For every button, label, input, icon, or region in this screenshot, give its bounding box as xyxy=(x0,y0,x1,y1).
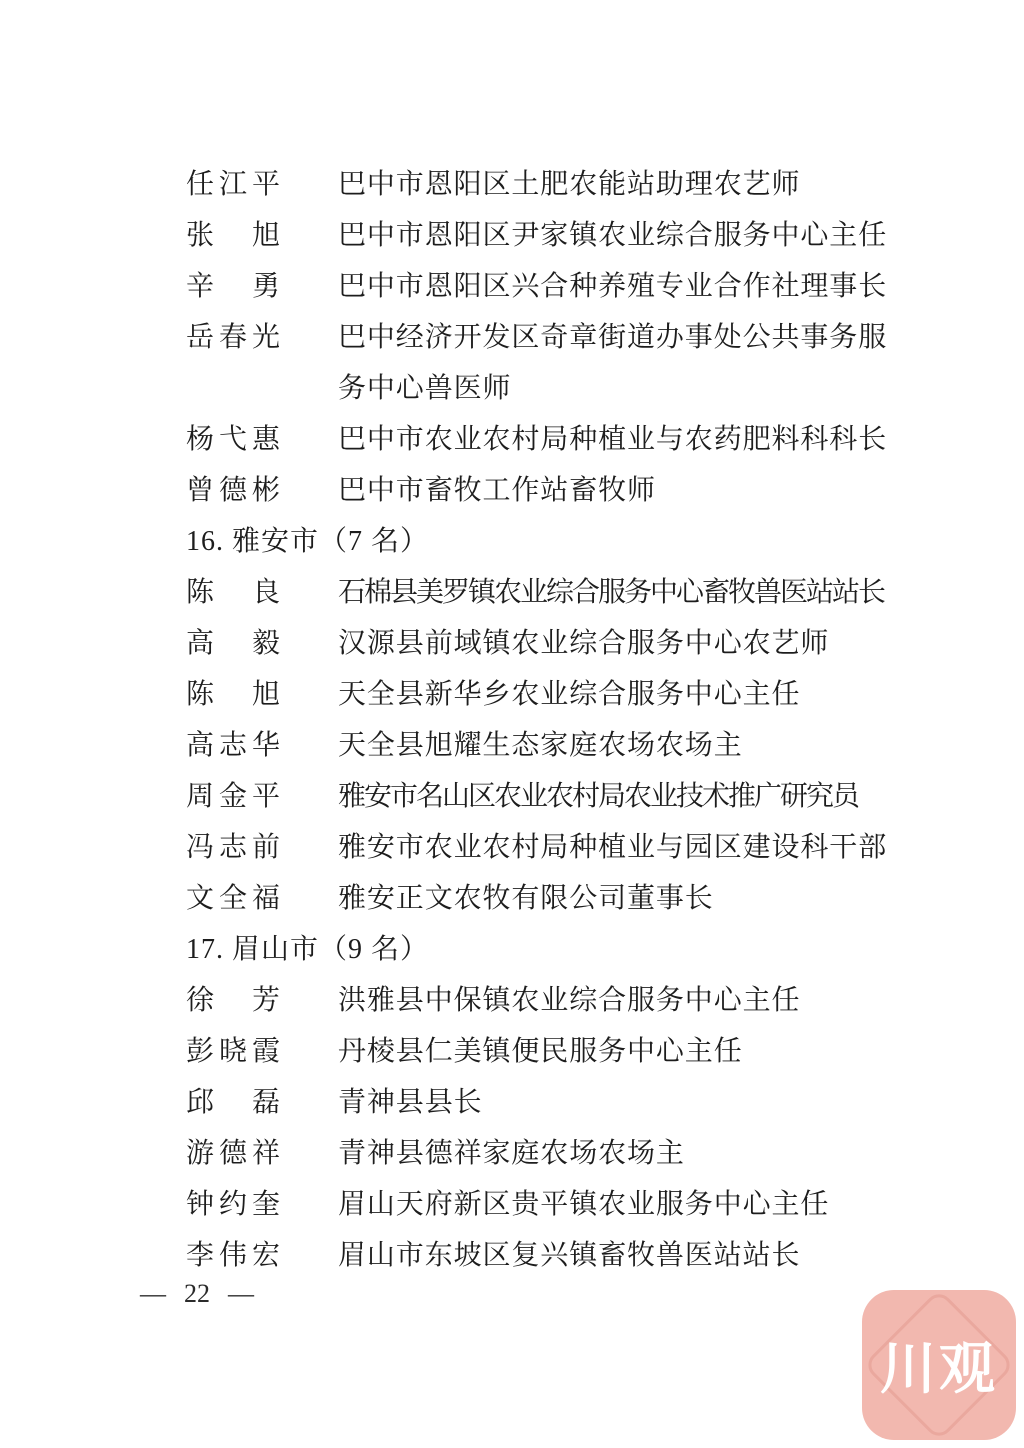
person-name: 高志华 xyxy=(186,730,286,761)
person-name: 邱 磊 xyxy=(186,1087,286,1118)
person-name: 任江平 xyxy=(186,169,286,200)
table-row xyxy=(186,1128,898,1179)
table-row xyxy=(186,261,898,312)
person-title: 巴中市畜牧工作站畜牧师 xyxy=(338,475,656,506)
person-name: 陈 良 xyxy=(186,577,286,608)
person-title: 天全县新华乡农业综合服务中心主任 xyxy=(338,679,801,710)
table-row xyxy=(186,771,898,822)
person-title: 青神县德祥家庭农场农场主 xyxy=(338,1138,685,1169)
table-row xyxy=(186,720,898,771)
person-name: 文全福 xyxy=(186,883,286,914)
person-name: 陈 旭 xyxy=(186,679,286,710)
table-row xyxy=(186,1230,898,1281)
page-number xyxy=(140,1279,254,1309)
person-title: 汉源县前域镇农业综合服务中心农艺师 xyxy=(338,628,830,659)
page-number-dash-left: — xyxy=(140,1279,166,1308)
person-name: 彭晓霞 xyxy=(186,1036,286,1067)
person-title: 雅安市名山区农业农村局农业技术推广研究员 xyxy=(338,781,859,812)
person-title: 石棉县美罗镇农业综合服务中心畜牧兽医站站长 xyxy=(338,577,885,608)
person-title: 眉山天府新区贵平镇农业服务中心主任 xyxy=(338,1189,830,1220)
table-row xyxy=(186,567,898,618)
person-name: 游德祥 xyxy=(186,1138,286,1169)
table-row xyxy=(186,465,898,516)
person-title: 洪雅县中保镇农业综合服务中心主任 xyxy=(338,985,801,1016)
person-title: 巴中市恩阳区尹家镇农业综合服务中心主任 xyxy=(338,220,888,251)
page-number-value: 22 xyxy=(184,1279,210,1308)
section-header-meishan: 17. 眉山市（9 名） xyxy=(186,934,430,965)
person-title: 雅安正文农牧有限公司董事长 xyxy=(338,883,714,914)
table-row xyxy=(186,618,898,669)
person-title: 巴中市农业农村局种植业与农药肥料科科长 xyxy=(338,424,888,455)
table-row xyxy=(186,210,898,261)
person-name: 高 毅 xyxy=(186,628,286,659)
person-title: 青神县县长 xyxy=(338,1087,483,1118)
person-title: 雅安市农业农村局种植业与园区建设科干部 xyxy=(338,832,888,863)
person-name: 岳春光 xyxy=(186,322,286,353)
table-row xyxy=(186,822,898,873)
person-title: 丹棱县仁美镇便民服务中心主任 xyxy=(338,1036,743,1067)
table-row xyxy=(186,669,898,720)
page-number-dash-right: — xyxy=(228,1279,254,1308)
table-row xyxy=(186,159,898,210)
person-name: 曾德彬 xyxy=(186,475,286,506)
table-row xyxy=(186,873,898,924)
section-header-yaan: 16. 雅安市（7 名） xyxy=(186,526,430,557)
person-name: 徐 芳 xyxy=(186,985,286,1016)
person-name: 李伟宏 xyxy=(186,1240,286,1271)
person-name: 杨弋惠 xyxy=(186,424,286,455)
table-row xyxy=(186,1179,898,1230)
person-name: 辛 勇 xyxy=(186,271,286,302)
person-name: 周金平 xyxy=(186,781,286,812)
person-name: 冯志前 xyxy=(186,832,286,863)
chuanguan-watermark-logo xyxy=(862,1290,1016,1440)
person-title: 眉山市东坡区复兴镇畜牧兽医站站长 xyxy=(338,1240,801,1271)
person-title: 巴中市恩阳区土肥农能站助理农艺师 xyxy=(338,169,801,200)
person-name: 钟约奎 xyxy=(186,1189,286,1220)
person-title: 巴中市恩阳区兴合种养殖专业合作社理事长 xyxy=(338,271,888,302)
table-row xyxy=(186,414,898,465)
table-row xyxy=(186,975,898,1026)
person-title: 巴中经济开发区奇章街道办事处公共事务服务中心兽医师 xyxy=(338,322,888,404)
table-row xyxy=(186,1026,898,1077)
table-row xyxy=(186,312,898,414)
person-title: 天全县旭耀生态家庭农场农场主 xyxy=(338,730,743,761)
award-list xyxy=(186,159,898,1281)
chuanguan-logo-text: 川观 xyxy=(880,1337,998,1400)
person-name: 张 旭 xyxy=(186,220,286,251)
table-row xyxy=(186,1077,898,1128)
